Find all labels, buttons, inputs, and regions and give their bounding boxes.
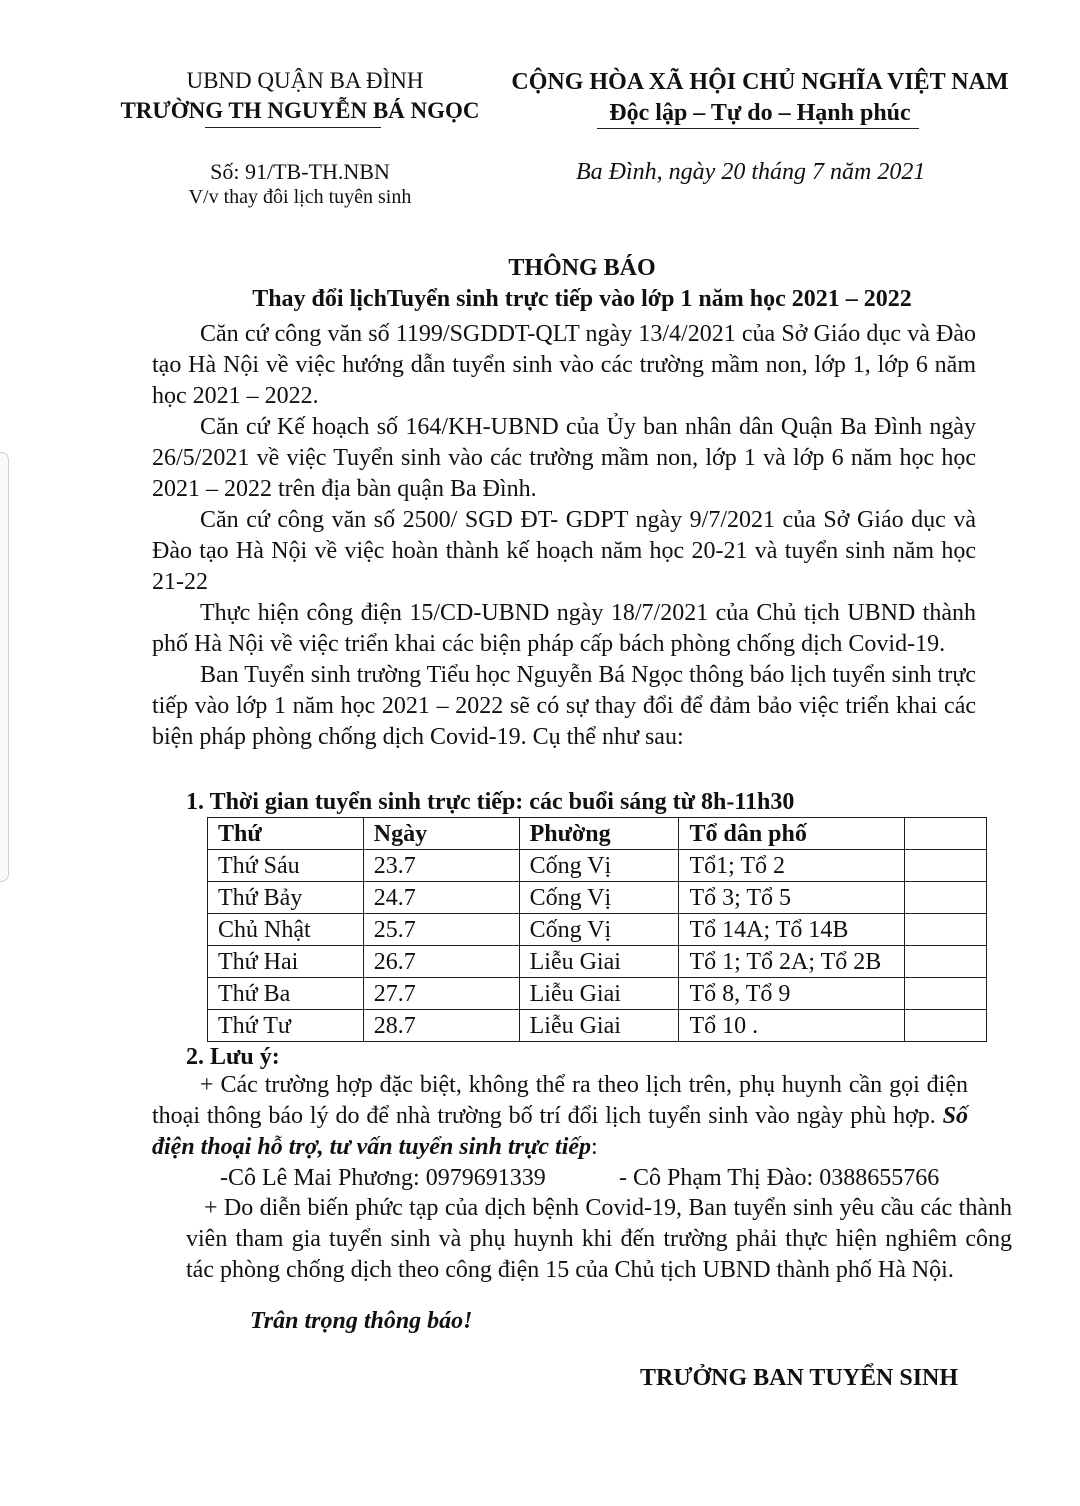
table-row <box>208 978 987 1010</box>
cell-day: Thứ Bảy <box>208 882 364 914</box>
cell-empty <box>905 1010 987 1042</box>
cell-empty <box>905 978 987 1010</box>
page-edge-tab <box>0 452 9 882</box>
header-cell-date: Ngày <box>363 818 519 850</box>
header-cell-day: Thứ <box>208 818 364 850</box>
announcement-paragraph: Ban Tuyển sinh trường Tiểu học Nguyễn Bá Ngọc thông báo lịch tuyển sinh trực tiếp vào lớp 1 năm học 2021 – 2022 sẽ có sự thay đổi để đảm bảo việc triển khai các biện pháp phòng chống dịch Covid-19. Cụ thể như sau: <box>152 662 977 750</box>
cell-empty <box>905 850 987 882</box>
cell-day: Thứ Hai <box>208 946 364 978</box>
cell-date: 24.7 <box>363 882 519 914</box>
place-date: Ba Đình, ngày 20 tháng 7 năm 2021 <box>576 159 926 185</box>
cell-date: 26.7 <box>363 946 519 978</box>
country-name: CỘNG HÒA XÃ HỘI CHỦ NGHĨA VIỆT NAM <box>511 69 1009 95</box>
basis-paragraph-4: Thực hiện công điện 15/CD-UBND ngày 18/7/2021 của Chủ tịch UBND thành phố Hà Nội về việc triển khai các biện pháp cấp bách phòng chống dịch Covid-19. <box>152 600 976 657</box>
table-row <box>208 850 987 882</box>
cell-empty <box>905 882 987 914</box>
cell-day: Thứ Sáu <box>208 850 364 882</box>
cell-group: Tổ 1; Tổ 2A; Tổ 2B <box>679 946 905 978</box>
table-row <box>208 914 987 946</box>
table-row <box>208 1010 987 1042</box>
closing-regards: Trân trọng thông báo! <box>250 1308 473 1334</box>
cell-day: Thứ Ba <box>208 978 364 1010</box>
table-row <box>208 946 987 978</box>
cell-ward: Cống Vị <box>519 850 679 882</box>
header-cell-ward: Phường <box>519 818 679 850</box>
cell-day: Chủ Nhật <box>208 914 364 946</box>
motto-underline <box>597 128 919 129</box>
basis-paragraph-2: Căn cứ Kế hoạch số 164/KH-UBND của Ủy ban nhân dân Quận Ba Đình ngày 26/5/2021 về việc Tuyển sinh vào các trường mầm non, lớp 1 và lớp 6 năm học học 2021 – 2022 trên địa bàn quận Ba Đình. <box>152 414 976 502</box>
cell-date: 25.7 <box>363 914 519 946</box>
signature-title: TRƯỞNG BAN TUYỂN SINH <box>640 1365 959 1391</box>
basis-paragraph-3: Căn cứ công văn số 2500/ SGD ĐT- GDPT ngày 9/7/2021 của Sở Giáo dục và Đào tạo Hà Nội về việc hoàn thành kế hoạch năm học 20-21 và tuyển sinh năm học 21-22 <box>152 507 976 595</box>
section-1-heading: 1. Thời gian tuyển sinh trực tiếp: các buổi sáng từ 8h-11h30 <box>186 789 795 815</box>
contact-1: -Cô Lê Mai Phương: 0979691339 <box>220 1165 546 1191</box>
motto: Độc lập – Tự do – Hạnh phúc <box>609 100 911 126</box>
header-cell-empty <box>905 818 987 850</box>
cell-date: 28.7 <box>363 1010 519 1042</box>
document-subject: V/v thay đôi lịch tuyên sinh <box>188 186 412 208</box>
cell-empty <box>905 946 987 978</box>
cell-date: 27.7 <box>363 978 519 1010</box>
cell-day: Thứ Tư <box>208 1010 364 1042</box>
cell-group: Tổ 14A; Tổ 14B <box>679 914 905 946</box>
school-name: TRƯỜNG TH NGUYỄN BÁ NGỌC <box>120 98 480 123</box>
notice-subtitle: Thay đổi lịchTuyển sinh trực tiếp vào lớp 1 năm học 2021 – 2022 <box>252 286 912 312</box>
contact-2: - Cô Phạm Thị Đào: 0388655766 <box>619 1165 940 1191</box>
schedule-table <box>207 817 987 1042</box>
support-phone-label: Số điện thoại hỗ trợ, tư vấn tuyển sinh trực tiếp <box>152 1103 968 1160</box>
document-number: Số: 91/TB-TH.NBN <box>210 159 390 184</box>
table-row <box>208 882 987 914</box>
cell-ward: Liễu Giai <box>519 978 679 1010</box>
table-header-row <box>208 818 987 850</box>
note-1-paragraph <box>152 1070 968 1163</box>
cell-ward: Cống Vị <box>519 882 679 914</box>
cell-ward: Liễu Giai <box>519 946 679 978</box>
notice-title: THÔNG BÁO <box>508 255 656 281</box>
header-cell-residential-group: Tổ dân phố <box>679 818 905 850</box>
cell-group: Tổ1; Tổ 2 <box>679 850 905 882</box>
note-2-paragraph: + Do diễn biến phức tạp của dịch bệnh Covid-19, Ban tuyển sinh yêu cầu các thành viên tham gia tuyển sinh và phụ huynh khi đến trường phải thực hiện nghiêm công tác phòng chống dịch theo công điện 15 của Chủ tịch UBND thành phố Hà Nội. <box>186 1195 1012 1283</box>
cell-group: Tổ 8, Tổ 9 <box>679 978 905 1010</box>
note-1-colon: : <box>591 1134 598 1160</box>
school-underline <box>205 127 381 128</box>
issuer-line: UBND QUẬN BA ĐÌNH <box>186 68 424 93</box>
cell-ward: Liễu Giai <box>519 1010 679 1042</box>
cell-ward: Cống Vị <box>519 914 679 946</box>
note-2-block <box>186 1193 1012 1286</box>
cell-group: Tổ 10 . <box>679 1010 905 1042</box>
note-1-text: + Các trường hợp đặc biệt, không thể ra theo lịch trên, phụ huynh cần gọi điện thoại thông báo lý do để nhà trường bố trí đổi lịch tuyển sinh vào ngày phù hợp. <box>152 1072 968 1129</box>
section-2-heading: 2. Lưu ý: <box>186 1044 280 1070</box>
note-1-block <box>152 1070 968 1163</box>
cell-empty <box>905 914 987 946</box>
cell-date: 23.7 <box>363 850 519 882</box>
cell-group: Tổ 3; Tổ 5 <box>679 882 905 914</box>
notice-body <box>152 319 976 753</box>
basis-paragraph-1: Căn cứ công văn số 1199/SGDDT-QLT ngày 13/4/2021 của Sở Giáo dục và Đào tạo Hà Nội về việc hướng dẫn tuyển sinh vào các trường mầm non, lớp 1, lớp 6 năm học 2021 – 2022. <box>152 321 976 409</box>
